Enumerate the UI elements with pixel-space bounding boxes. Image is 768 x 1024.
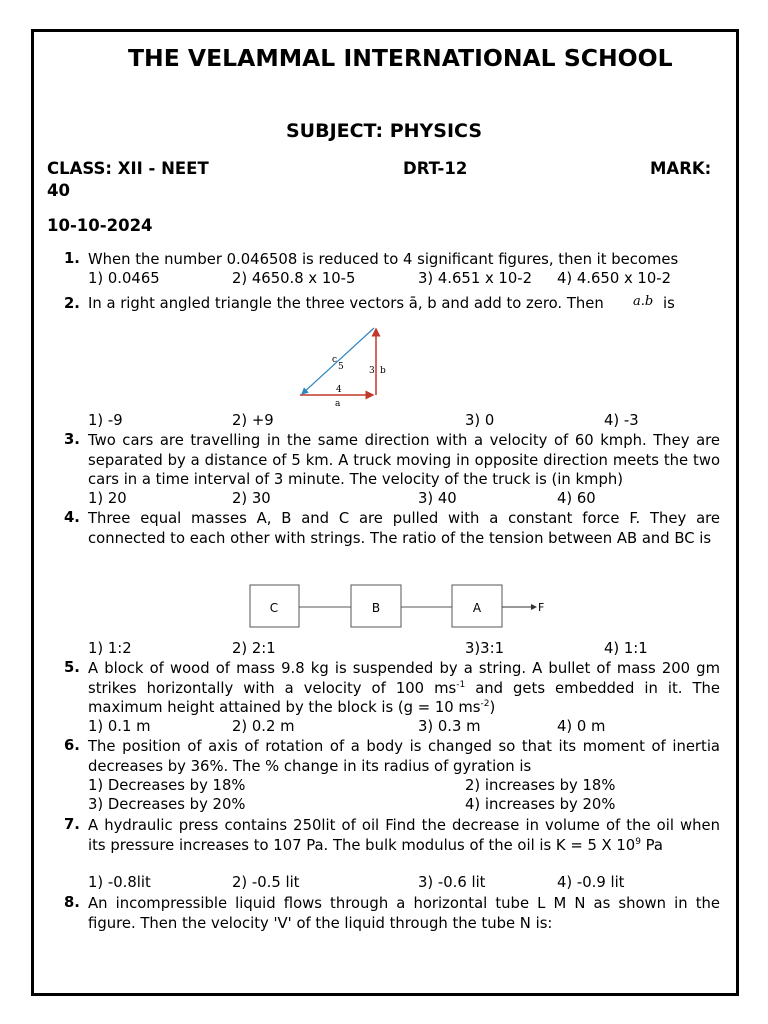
force-arrowhead — [531, 604, 537, 610]
question-number: 1. — [64, 250, 80, 267]
option: 2) 4650.8 x 10-5 — [232, 270, 356, 287]
mark-value: 40 — [47, 181, 70, 200]
option: 3) 0.3 m — [418, 718, 481, 735]
question-text: An incompressible liquid flows through a horizontal tube L M N as shown in the figure. Then the velocity 'V' of the liquid through the tube N is: — [88, 895, 720, 932]
vector-b-value: 3 — [369, 366, 375, 376]
option: 2) +9 — [232, 412, 274, 429]
vector-a-value: 4 — [336, 385, 342, 395]
dot-product-expression: a.b — [633, 294, 654, 309]
school-name: THE VELAMMAL INTERNATIONAL SCHOOL — [128, 44, 673, 72]
question-text: Two cars are travelling in the same direction with a velocity of 60 kmph. They are separated by a distance of 5 km. A truck moving in opposite direction meets the two cars in a time interval of 3 minute. The velocity of the truck is (in kmph) — [88, 432, 720, 488]
option: 1) -0.8lit — [88, 874, 151, 891]
test-date: 10-10-2024 — [47, 216, 153, 235]
question-number: 8. — [64, 894, 80, 911]
question-text: The position of axis of rotation of a body is changed so that its moment of inertia decreases by 36%. The % change in its radius of gyration is — [88, 738, 720, 775]
vector-c-value: 5 — [338, 362, 344, 372]
option: 3) 0 — [465, 412, 495, 429]
option: 4) 0 m — [557, 718, 606, 735]
option: 3) Decreases by 20% — [88, 796, 246, 813]
option: 1) -9 — [88, 412, 123, 429]
question-number: 4. — [64, 509, 80, 526]
option: 1) 0.0465 — [88, 270, 160, 287]
option: 1) 20 — [88, 490, 127, 507]
vector-c-label: c — [332, 355, 338, 365]
option: 4) -0.9 lit — [557, 874, 625, 891]
option: 3) -0.6 lit — [418, 874, 486, 891]
option: 2) 30 — [232, 490, 271, 507]
vector-a-label: a — [335, 399, 341, 409]
option: 2) increases by 18% — [465, 777, 616, 794]
block-b-label: B — [371, 601, 381, 615]
vector-b-label: b — [380, 366, 386, 376]
option: 4) 1:1 — [604, 640, 648, 657]
option: 1) 0.1 m — [88, 718, 151, 735]
option: 4) increases by 20% — [465, 796, 616, 813]
option: 1) 1:2 — [88, 640, 132, 657]
force-label: F — [538, 601, 545, 614]
option: 2) 2:1 — [232, 640, 276, 657]
mark-label: MARK: — [650, 159, 712, 178]
question-text: In a right angled triangle the three vectors ā, b and add to zero. Then — [88, 295, 604, 312]
option: 2) -0.5 lit — [232, 874, 300, 891]
question-number: 5. — [64, 659, 80, 676]
question-number: 2. — [64, 295, 80, 312]
option: 3) 40 — [418, 490, 457, 507]
option: 1) Decreases by 18% — [88, 777, 246, 794]
option: 3) 4.651 x 10-2 — [418, 270, 532, 287]
question-text: A block of wood of mass 9.8 kg is suspended by a string. A bullet of mass 200 gm strikes horizontally with a velocity of 100 $ms^{-1}$ and gets embedded in it. The maximum height attained by the block is (g = 10 $ms^{-2}$) — [88, 660, 720, 716]
question-text: Three equal masses A, B and C are pulled with a constant force F. They are connected to each other with strings. The ratio of the tension between AB and BC is — [88, 510, 720, 547]
option: 4) 60 — [557, 490, 596, 507]
class-label: CLASS: XII - NEET — [47, 159, 209, 178]
question-number: 3. — [64, 431, 80, 448]
option: 3)3:1 — [465, 640, 505, 657]
question-number: 7. — [64, 816, 80, 833]
option: 4) 4.650 x 10-2 — [557, 270, 671, 287]
question-text-end: is — [663, 295, 675, 312]
block-c-label: C — [269, 601, 279, 615]
vector-triangle-figure — [290, 322, 400, 412]
block-a-label: A — [472, 601, 482, 615]
option: 2) 0.2 m — [232, 718, 295, 735]
option: 4) -3 — [604, 412, 639, 429]
subject-heading: SUBJECT: PHYSICS — [285, 120, 483, 142]
masses-diagram — [245, 580, 555, 630]
test-code: DRT-12 — [403, 159, 468, 178]
question-text: A hydraulic press contains 250lit of oil Find the decrease in volume of the oil when its pressure increases to 107 Pa. The bulk modulus of the oil is K = 5 X $10^9$ Pa — [88, 817, 720, 854]
question-text: When the number 0.046508 is reduced to 4 significant figures, then it becomes — [88, 251, 679, 268]
question-number: 6. — [64, 737, 80, 754]
